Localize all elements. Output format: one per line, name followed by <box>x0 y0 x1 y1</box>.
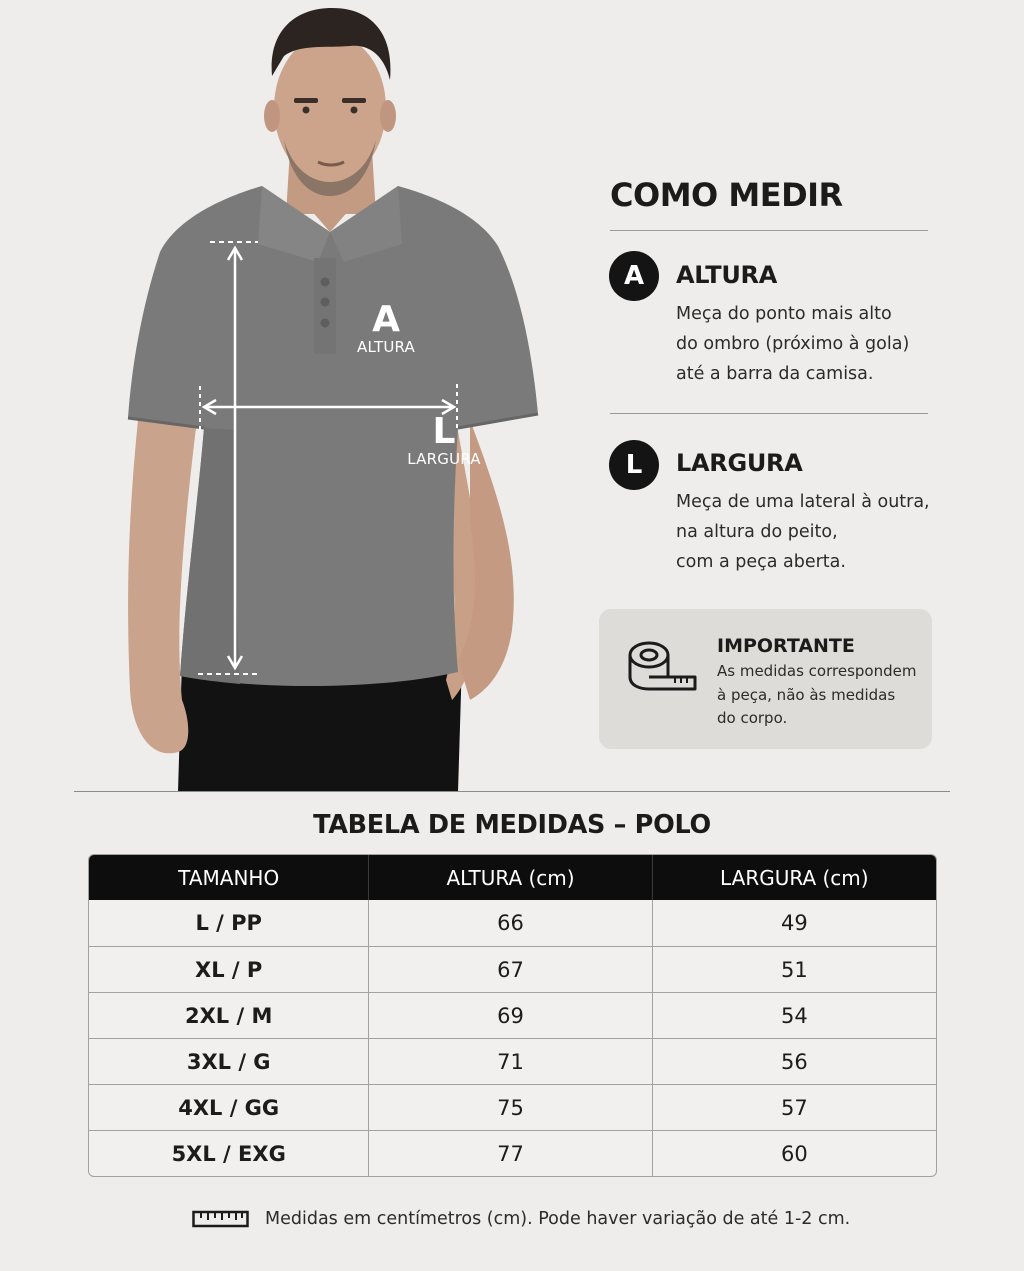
step-a-description <box>676 299 956 389</box>
section-divider <box>74 791 950 792</box>
measuring-tape-icon <box>627 637 699 697</box>
height-word: ALTURA <box>357 338 415 356</box>
important-line: As medidas correspondem <box>717 662 917 680</box>
step-a-line: do ombro (próximo à gola) <box>676 334 910 354</box>
size-cell: XL / P <box>89 946 368 992</box>
height-cell: 77 <box>368 1130 651 1176</box>
height-cell: 67 <box>368 946 651 992</box>
important-line: do corpo. <box>717 709 788 727</box>
width-measure-label <box>404 411 484 468</box>
height-cell: 66 <box>368 900 651 946</box>
table-row <box>89 946 936 992</box>
polo-illustration <box>110 0 560 792</box>
width-cell: 49 <box>652 900 936 946</box>
height-cell: 71 <box>368 1038 651 1084</box>
step-l-title: LARGURA <box>676 449 803 477</box>
height-measure-label <box>354 299 418 356</box>
table-row <box>89 1084 936 1130</box>
table-header-row <box>89 855 936 900</box>
step-l-badge: L <box>609 440 659 490</box>
step-a-line: até a barra da camisa. <box>676 364 874 384</box>
header-height: ALTURA (cm) <box>368 855 651 900</box>
table-row <box>89 900 936 946</box>
important-note-card <box>599 609 932 749</box>
divider <box>610 413 928 414</box>
size-cell: 3XL / G <box>89 1038 368 1084</box>
step-a-badge: A <box>609 251 659 301</box>
width-letter: L <box>432 411 456 452</box>
divider <box>610 230 928 231</box>
important-title: IMPORTANTE <box>717 635 855 657</box>
size-cell: 2XL / M <box>89 992 368 1038</box>
width-word: LARGURA <box>407 450 481 468</box>
table-row <box>89 1130 936 1176</box>
width-cell: 51 <box>652 946 936 992</box>
model-photo <box>110 0 560 792</box>
header-width: LARGURA (cm) <box>652 855 936 900</box>
height-letter: A <box>372 299 400 340</box>
step-l-description <box>676 487 956 577</box>
size-cell: 5XL / EXG <box>89 1130 368 1176</box>
height-cell: 69 <box>368 992 651 1038</box>
height-cell: 75 <box>368 1084 651 1130</box>
footnote-text: Medidas em centímetros (cm). Pode haver variação de até 1-2 cm. <box>265 1209 851 1229</box>
size-cell: 4XL / GG <box>89 1084 368 1130</box>
size-table <box>88 854 937 1177</box>
header-size: TAMANHO <box>89 855 368 900</box>
step-l-line: Meça de uma lateral à outra, <box>676 492 930 512</box>
step-l-line: com a peça aberta. <box>676 552 846 572</box>
width-cell: 56 <box>652 1038 936 1084</box>
step-a-line: Meça do ponto mais alto <box>676 304 892 324</box>
step-a-title: ALTURA <box>676 261 778 289</box>
ruler-icon <box>192 1209 249 1229</box>
table-row <box>89 992 936 1038</box>
how-to-measure-title: COMO MEDIR <box>610 176 843 214</box>
important-text <box>717 660 916 731</box>
table-row <box>89 1038 936 1084</box>
width-cell: 60 <box>652 1130 936 1176</box>
size-table-title: TABELA DE MEDIDAS – POLO <box>313 810 711 840</box>
important-line: à peça, não às medidas <box>717 685 896 704</box>
size-cell: L / PP <box>195 911 262 935</box>
footnote <box>192 1206 850 1232</box>
step-l-line: na altura do peito, <box>676 522 838 542</box>
width-cell: 57 <box>652 1084 936 1130</box>
width-cell: 54 <box>652 992 936 1038</box>
